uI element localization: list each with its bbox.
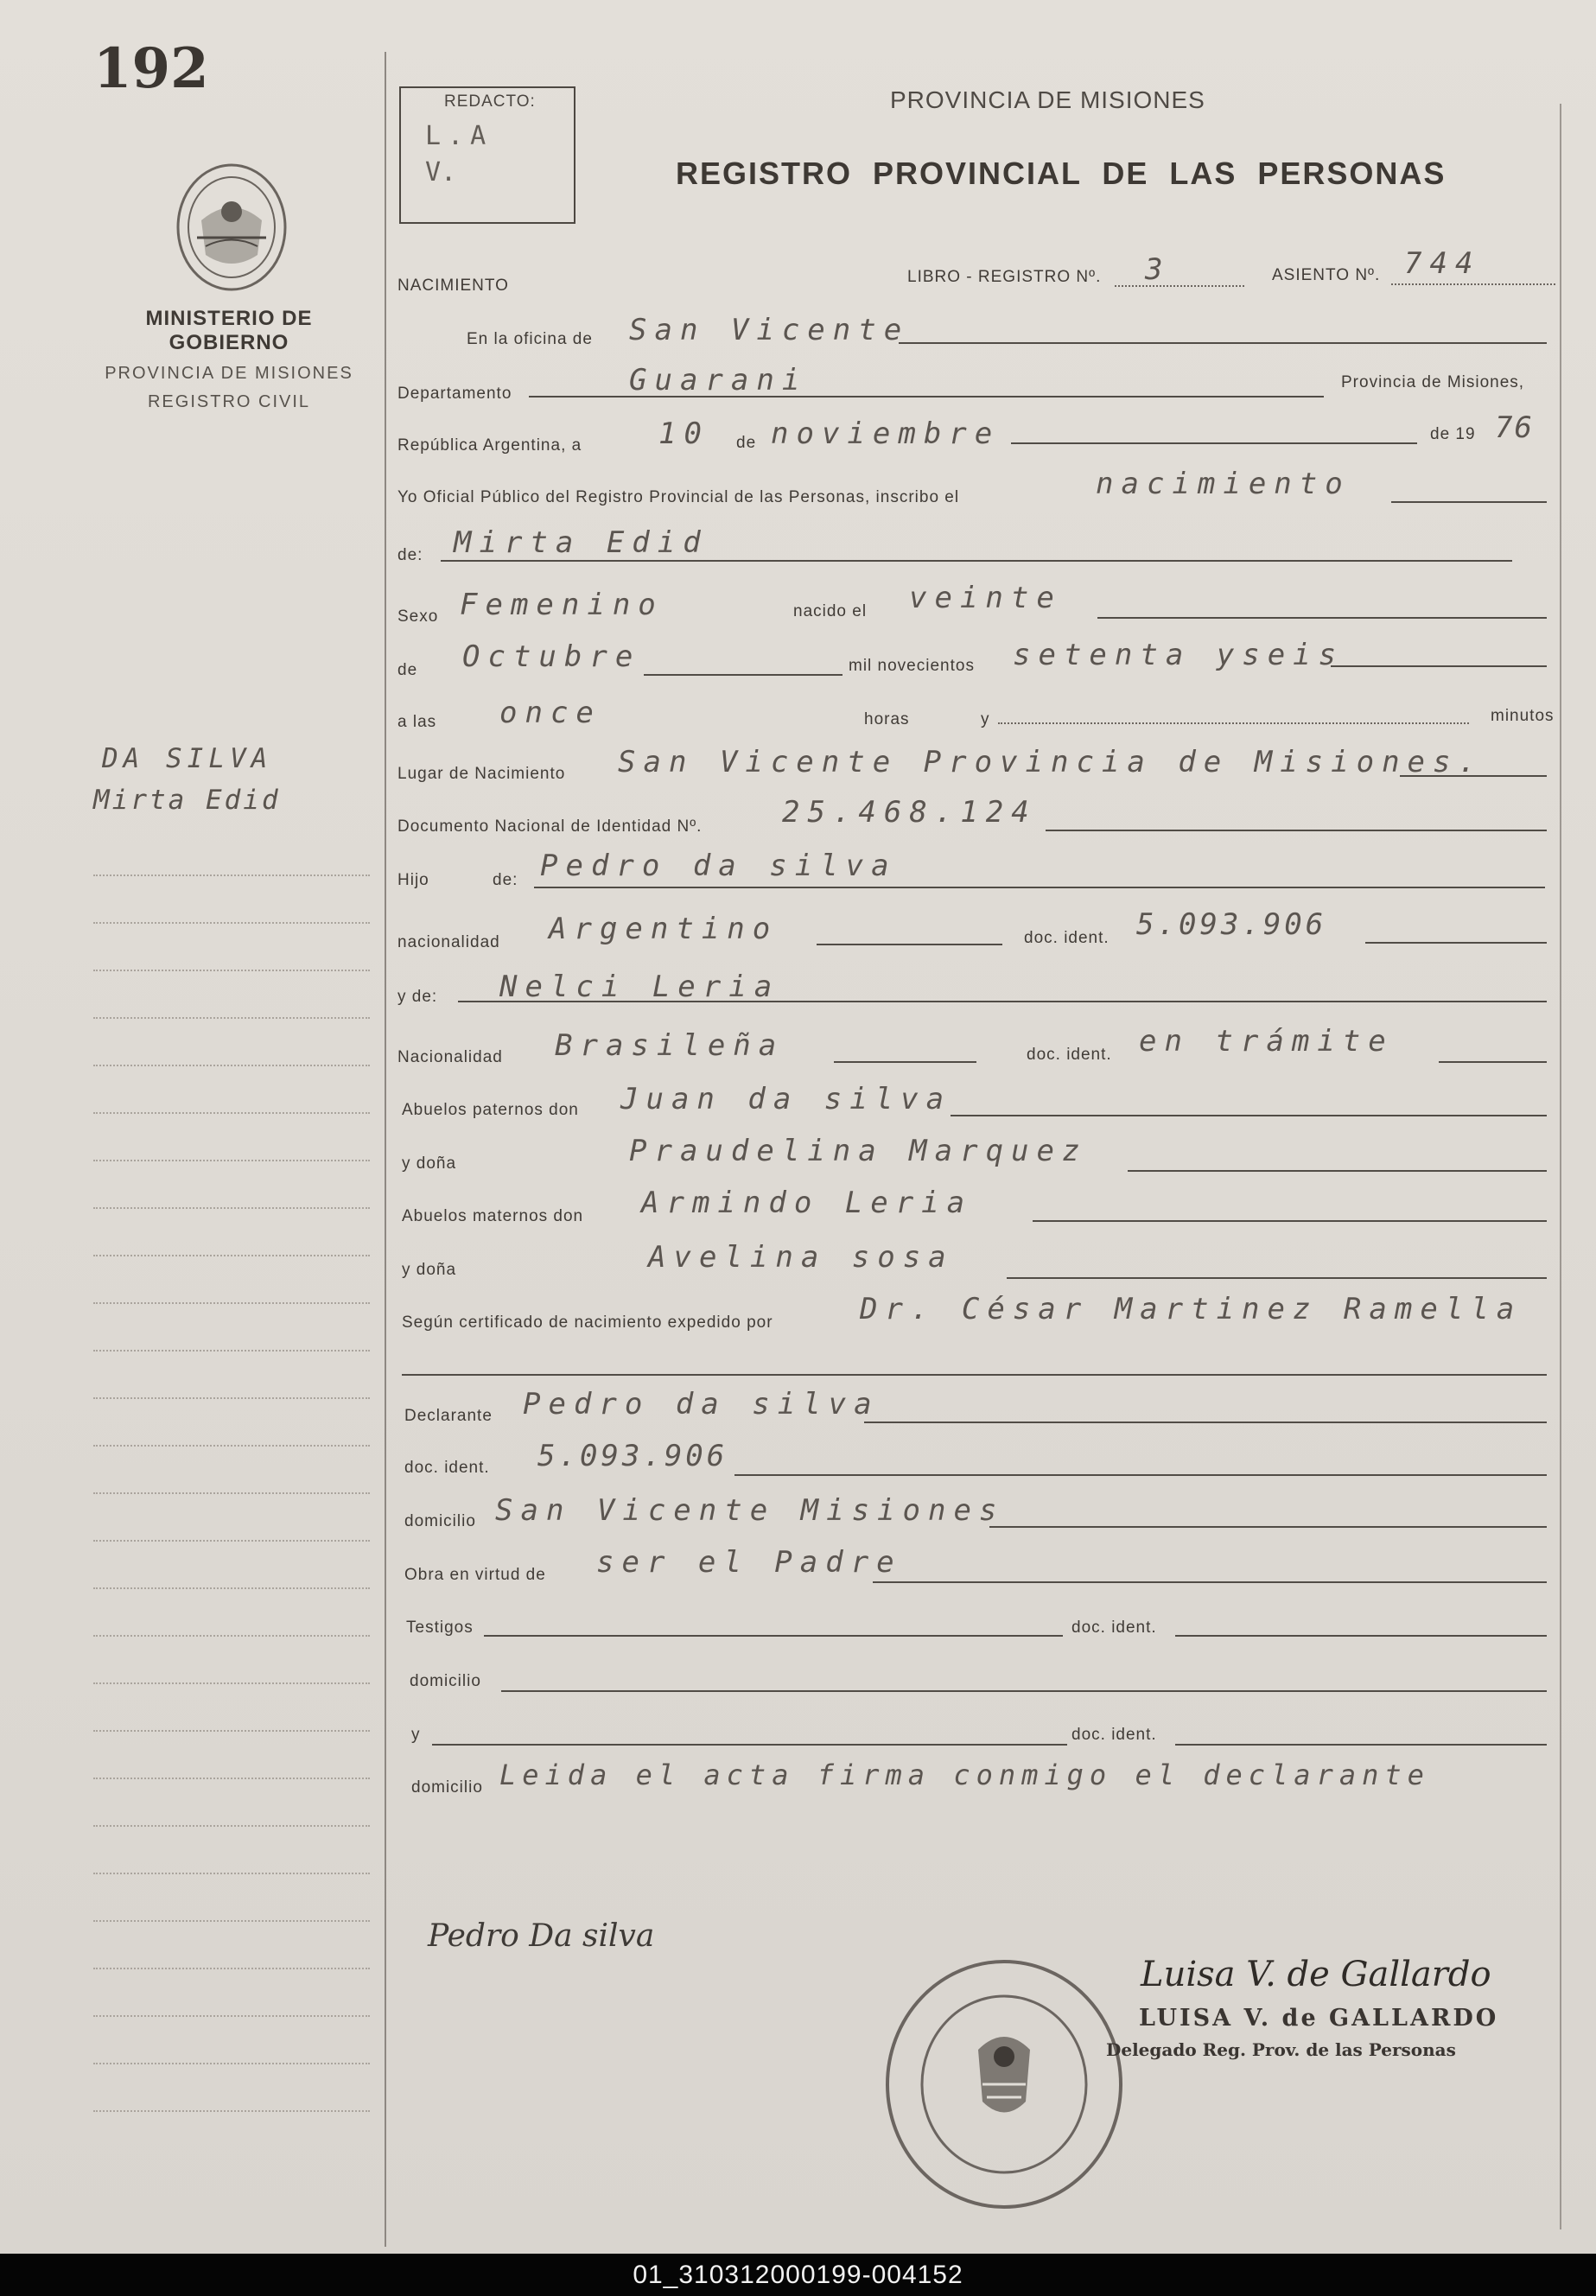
de-label: de bbox=[736, 434, 757, 452]
declarant-signature: Pedro Da silva bbox=[428, 1918, 655, 1954]
born-month-value: Octubre bbox=[462, 639, 641, 674]
year-label: de 19 bbox=[1430, 425, 1476, 443]
father-doc-label: doc. ident. bbox=[1024, 929, 1110, 947]
witness2-doc-label: doc. ident. bbox=[1071, 1726, 1157, 1744]
mother-nationality-value: Brasileña bbox=[555, 1028, 785, 1063]
redacto-box bbox=[399, 86, 575, 224]
department-suffix: Provincia de Misiones, bbox=[1341, 373, 1525, 391]
dni-label: Documento Nacional de Identidad Nº. bbox=[397, 817, 703, 836]
redacto-label: REDACTO: bbox=[444, 92, 536, 111]
month-value: noviembre bbox=[771, 417, 1001, 451]
address-label: domicilio bbox=[404, 1512, 476, 1530]
hours-label: horas bbox=[864, 710, 910, 728]
maternal-grandfather-value: Armindo Leria bbox=[641, 1186, 973, 1220]
margin-note-given-name: Mirta Edid bbox=[93, 785, 281, 816]
maternal-grandmother-value: Avelina sosa bbox=[648, 1240, 954, 1275]
child-name-value: Mirta Edid bbox=[454, 525, 709, 560]
libro-label: LIBRO - REGISTRO Nº. bbox=[907, 268, 1102, 286]
paternal-grandmother-label: y doña bbox=[402, 1154, 457, 1173]
inscribe-value: nacimiento bbox=[1096, 467, 1351, 501]
margin-divider bbox=[385, 52, 386, 2247]
registry-title: REGISTRO PROVINCIAL DE LAS PERSONAS bbox=[676, 156, 1447, 191]
declarant-doc-value: 5.093.906 bbox=[537, 1439, 728, 1473]
mother-doc-value: en trámite bbox=[1139, 1024, 1394, 1059]
department-label: Departamento bbox=[397, 385, 512, 403]
witness1-doc-label: doc. ident. bbox=[1071, 1619, 1157, 1637]
witness2-label: y bbox=[411, 1726, 421, 1744]
de2-label: de bbox=[397, 661, 418, 679]
official-name: LUISA V. de GALLARDO bbox=[1139, 2005, 1499, 2032]
born-on-label: nacido el bbox=[793, 602, 868, 620]
declarant-label: Declarante bbox=[404, 1407, 493, 1425]
name-label: de: bbox=[397, 546, 423, 564]
acts-by-virtue-label: Obra en virtud de bbox=[404, 1566, 546, 1584]
dni-value: 25.468.124 bbox=[782, 795, 1037, 830]
paternal-grandfather-label: Abuelos paternos don bbox=[402, 1101, 579, 1119]
maternal-grandfather-label: Abuelos maternos don bbox=[402, 1207, 584, 1225]
redacto-initials: L.A bbox=[425, 121, 493, 151]
witnesses-label: Testigos bbox=[406, 1619, 474, 1637]
birthplace-label: Lugar de Nacimiento bbox=[397, 765, 566, 783]
page-number: 192 bbox=[93, 36, 209, 101]
asiento-value: 744 bbox=[1404, 246, 1481, 281]
redacto-initials-2: V. bbox=[425, 157, 457, 188]
hour-value: once bbox=[499, 696, 601, 730]
province-title: PROVINCIA DE MISIONES bbox=[890, 86, 1205, 113]
sex-label: Sexo bbox=[397, 607, 439, 626]
father-nationality-label: nacionalidad bbox=[397, 933, 500, 951]
day-value: 10 bbox=[658, 417, 709, 451]
closing-statement: Leida el acta firma conmigo el declarante bbox=[499, 1759, 1430, 1791]
birthplace-value: San Vicente Provincia de Misiones. bbox=[618, 745, 1484, 779]
ministry-registry: REGISTRO CIVIL bbox=[147, 392, 311, 411]
address-value: San Vicente Misiones bbox=[495, 1493, 1005, 1528]
ministry-province: PROVINCIA DE MISIONES bbox=[105, 364, 353, 383]
mother-name-value: Nelci Leria bbox=[499, 970, 780, 1004]
margin-note-surname: DA SILVA bbox=[102, 743, 273, 774]
paternal-grandfather-value: Juan da silva bbox=[620, 1082, 952, 1116]
mother-nationality-label: Nacionalidad bbox=[397, 1048, 503, 1066]
certificate-value: Dr. César Martinez Ramella bbox=[860, 1292, 1523, 1326]
ministry-block bbox=[86, 307, 372, 412]
mil-novecientos-label: mil novecientos bbox=[849, 657, 975, 675]
asiento-label: ASIENTO Nº. bbox=[1272, 266, 1381, 284]
born-day-value: veinte bbox=[909, 581, 1062, 615]
witness2-address-label: domicilio bbox=[411, 1778, 483, 1797]
father-doc-value: 5.093.906 bbox=[1136, 907, 1327, 942]
office-value: San Vicente bbox=[629, 313, 910, 347]
provincial-emblem-icon bbox=[171, 160, 292, 298]
at-label: a las bbox=[397, 713, 437, 731]
and-label: y bbox=[981, 710, 990, 728]
child-of-label: Hijo bbox=[397, 871, 429, 889]
declarant-doc-label: doc. ident. bbox=[404, 1459, 490, 1477]
maternal-grandmother-label: y doña bbox=[402, 1261, 457, 1279]
year-value: 76 bbox=[1495, 410, 1534, 445]
office-label: En la oficina de bbox=[467, 330, 593, 348]
republic-label: República Argentina, a bbox=[397, 436, 582, 455]
right-edge-line bbox=[1560, 104, 1561, 2229]
mother-label: y de: bbox=[397, 988, 438, 1006]
born-year-value: setenta yseis bbox=[1013, 638, 1345, 672]
father-name-value: Pedro da silva bbox=[540, 849, 897, 883]
acts-by-virtue-value: ser el Padre bbox=[596, 1545, 902, 1580]
child-of-de-label: de: bbox=[493, 871, 518, 889]
father-nationality-value: Argentino bbox=[549, 912, 779, 946]
record-type-label: NACIMIENTO bbox=[397, 277, 509, 295]
registry-seal-stamp bbox=[874, 1955, 1134, 2214]
libro-value: 3 bbox=[1145, 252, 1171, 287]
official-role: Delegado Reg. Prov. de las Personas bbox=[1106, 2039, 1456, 2060]
margin-dotted-lines bbox=[93, 875, 370, 2158]
witness1-address-label: domicilio bbox=[410, 1672, 481, 1690]
document-id-footer: 01_310312000199-004152 bbox=[0, 2254, 1596, 2296]
inscribe-label: Yo Oficial Público del Registro Provincial de las Personas, inscribo el bbox=[397, 488, 960, 506]
official-signature: Luisa V. de Gallardo bbox=[1141, 1955, 1491, 1994]
sex-value: Femenino bbox=[460, 588, 664, 622]
paternal-grandmother-value: Praudelina Marquez bbox=[629, 1134, 1088, 1168]
minutes-label: minutos bbox=[1491, 707, 1555, 725]
department-value: Guarani bbox=[629, 363, 808, 398]
ministry-name: MINISTERIO DE GOBIERNO bbox=[145, 307, 313, 354]
declarant-value: Pedro da silva bbox=[523, 1387, 880, 1421]
mother-doc-label: doc. ident. bbox=[1027, 1046, 1112, 1064]
certificate-label: Según certificado de nacimiento expedido por bbox=[402, 1313, 773, 1332]
